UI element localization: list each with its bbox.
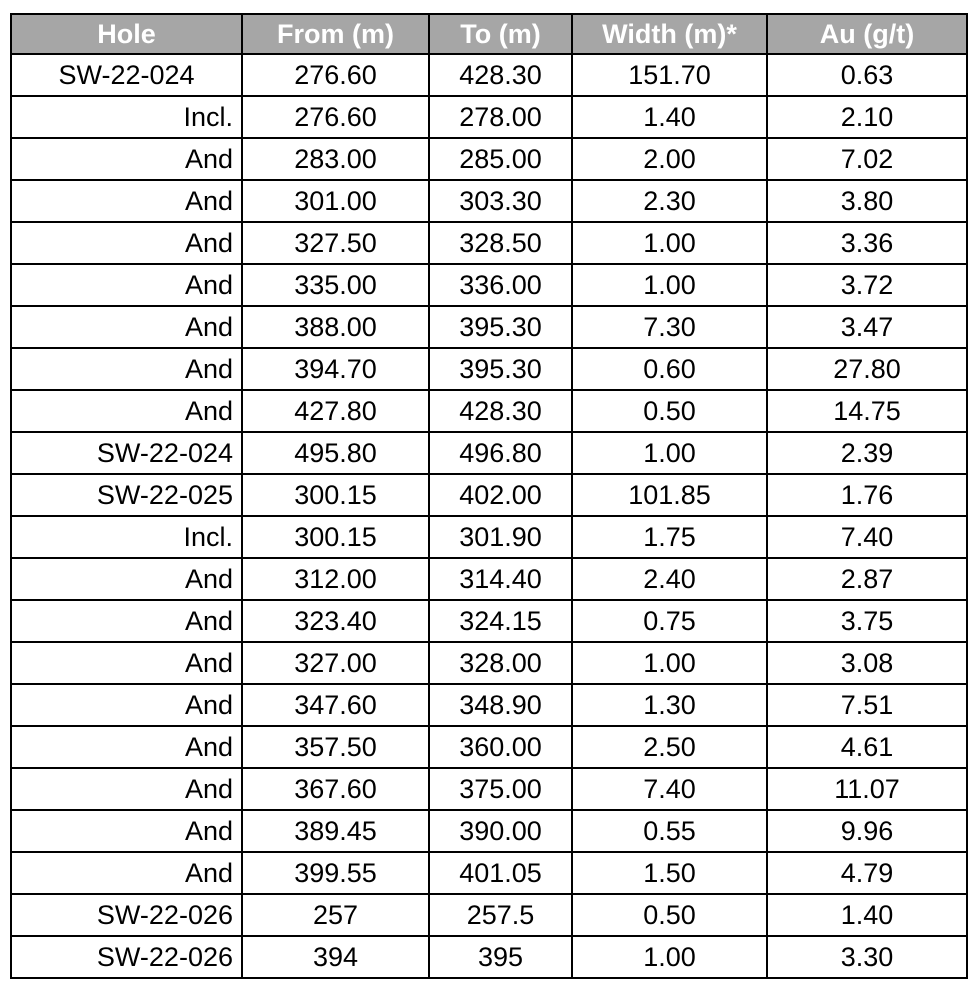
cell-to: 360.00 [429, 726, 572, 768]
table-row [11, 222, 967, 264]
cell-width: 1.75 [572, 516, 767, 558]
table-row [11, 348, 967, 390]
cell-to: 285.00 [429, 138, 572, 180]
cell-au: 3.72 [767, 264, 967, 306]
table-row [11, 600, 967, 642]
header-au: Au (g/t) [767, 14, 967, 54]
table-row [11, 642, 967, 684]
header-row [11, 14, 967, 54]
cell-to: 496.80 [429, 432, 572, 474]
cell-au: 7.40 [767, 516, 967, 558]
cell-hole: And [11, 138, 242, 180]
cell-width: 1.30 [572, 684, 767, 726]
cell-au: 11.07 [767, 768, 967, 810]
cell-from: 300.15 [242, 516, 429, 558]
table-header [11, 14, 967, 54]
cell-to: 401.05 [429, 852, 572, 894]
cell-width: 1.40 [572, 96, 767, 138]
table-row [11, 936, 967, 978]
cell-au: 9.96 [767, 810, 967, 852]
cell-hole: SW-22-026 [11, 936, 242, 978]
cell-width: 0.50 [572, 894, 767, 936]
cell-from: 495.80 [242, 432, 429, 474]
cell-from: 300.15 [242, 474, 429, 516]
cell-hole: And [11, 810, 242, 852]
drill-results-table [10, 13, 968, 979]
header-to: To (m) [429, 14, 572, 54]
table-row [11, 684, 967, 726]
table-row [11, 264, 967, 306]
cell-to: 428.30 [429, 390, 572, 432]
cell-hole: Incl. [11, 96, 242, 138]
cell-to: 348.90 [429, 684, 572, 726]
cell-au: 0.63 [767, 54, 967, 96]
header-hole: Hole [11, 14, 242, 54]
table-row [11, 306, 967, 348]
table-row [11, 390, 967, 432]
cell-from: 283.00 [242, 138, 429, 180]
cell-au: 7.02 [767, 138, 967, 180]
cell-hole: And [11, 180, 242, 222]
cell-from: 394.70 [242, 348, 429, 390]
cell-hole: And [11, 558, 242, 600]
table-row [11, 432, 967, 474]
table-row [11, 180, 967, 222]
cell-from: 388.00 [242, 306, 429, 348]
cell-width: 1.00 [572, 642, 767, 684]
cell-to: 375.00 [429, 768, 572, 810]
cell-hole: And [11, 600, 242, 642]
cell-hole: Incl. [11, 516, 242, 558]
cell-hole: And [11, 768, 242, 810]
cell-au: 3.80 [767, 180, 967, 222]
cell-from: 399.55 [242, 852, 429, 894]
cell-from: 367.60 [242, 768, 429, 810]
cell-width: 0.55 [572, 810, 767, 852]
cell-from: 301.00 [242, 180, 429, 222]
table-row [11, 54, 967, 96]
cell-to: 328.00 [429, 642, 572, 684]
cell-to: 301.90 [429, 516, 572, 558]
table-row [11, 852, 967, 894]
cell-to: 395.30 [429, 348, 572, 390]
cell-from: 276.60 [242, 54, 429, 96]
table-row [11, 96, 967, 138]
cell-from: 323.40 [242, 600, 429, 642]
cell-width: 2.00 [572, 138, 767, 180]
cell-au: 4.61 [767, 726, 967, 768]
cell-width: 101.85 [572, 474, 767, 516]
cell-hole: And [11, 726, 242, 768]
cell-to: 336.00 [429, 264, 572, 306]
cell-hole: And [11, 852, 242, 894]
cell-from: 327.50 [242, 222, 429, 264]
cell-to: 328.50 [429, 222, 572, 264]
cell-from: 357.50 [242, 726, 429, 768]
table-row [11, 810, 967, 852]
cell-au: 3.75 [767, 600, 967, 642]
cell-hole: SW-22-024 [11, 432, 242, 474]
table-row [11, 726, 967, 768]
cell-width: 1.00 [572, 222, 767, 264]
cell-au: 14.75 [767, 390, 967, 432]
cell-width: 7.40 [572, 768, 767, 810]
cell-hole: SW-22-025 [11, 474, 242, 516]
cell-to: 278.00 [429, 96, 572, 138]
cell-au: 2.87 [767, 558, 967, 600]
cell-to: 395 [429, 936, 572, 978]
table-container [10, 13, 968, 979]
cell-au: 3.08 [767, 642, 967, 684]
cell-hole: And [11, 264, 242, 306]
cell-hole: And [11, 684, 242, 726]
cell-to: 257.5 [429, 894, 572, 936]
header-width: Width (m)* [572, 14, 767, 54]
cell-width: 151.70 [572, 54, 767, 96]
table-row [11, 138, 967, 180]
cell-from: 335.00 [242, 264, 429, 306]
table-body [11, 54, 967, 978]
cell-from: 347.60 [242, 684, 429, 726]
cell-width: 2.40 [572, 558, 767, 600]
cell-to: 390.00 [429, 810, 572, 852]
cell-width: 1.00 [572, 936, 767, 978]
cell-au: 2.39 [767, 432, 967, 474]
cell-au: 1.76 [767, 474, 967, 516]
cell-au: 3.36 [767, 222, 967, 264]
cell-width: 0.60 [572, 348, 767, 390]
table-row [11, 894, 967, 936]
cell-to: 324.15 [429, 600, 572, 642]
table-row [11, 516, 967, 558]
cell-width: 0.75 [572, 600, 767, 642]
cell-au: 7.51 [767, 684, 967, 726]
cell-hole: And [11, 306, 242, 348]
cell-hole: SW-22-026 [11, 894, 242, 936]
table-row [11, 558, 967, 600]
cell-from: 327.00 [242, 642, 429, 684]
cell-from: 389.45 [242, 810, 429, 852]
cell-width: 1.00 [572, 264, 767, 306]
cell-au: 27.80 [767, 348, 967, 390]
header-from: From (m) [242, 14, 429, 54]
cell-hole: And [11, 348, 242, 390]
cell-from: 394 [242, 936, 429, 978]
cell-to: 314.40 [429, 558, 572, 600]
cell-width: 1.00 [572, 432, 767, 474]
cell-hole: SW-22-024 [11, 54, 242, 96]
cell-to: 428.30 [429, 54, 572, 96]
cell-au: 2.10 [767, 96, 967, 138]
cell-width: 2.50 [572, 726, 767, 768]
cell-width: 2.30 [572, 180, 767, 222]
cell-to: 402.00 [429, 474, 572, 516]
cell-width: 0.50 [572, 390, 767, 432]
cell-from: 276.60 [242, 96, 429, 138]
cell-au: 3.30 [767, 936, 967, 978]
cell-hole: And [11, 222, 242, 264]
cell-au: 3.47 [767, 306, 967, 348]
cell-to: 395.30 [429, 306, 572, 348]
cell-au: 4.79 [767, 852, 967, 894]
cell-au: 1.40 [767, 894, 967, 936]
table-row [11, 768, 967, 810]
cell-from: 257 [242, 894, 429, 936]
cell-width: 7.30 [572, 306, 767, 348]
cell-from: 427.80 [242, 390, 429, 432]
cell-hole: And [11, 390, 242, 432]
cell-to: 303.30 [429, 180, 572, 222]
cell-width: 1.50 [572, 852, 767, 894]
cell-hole: And [11, 642, 242, 684]
cell-from: 312.00 [242, 558, 429, 600]
table-row [11, 474, 967, 516]
